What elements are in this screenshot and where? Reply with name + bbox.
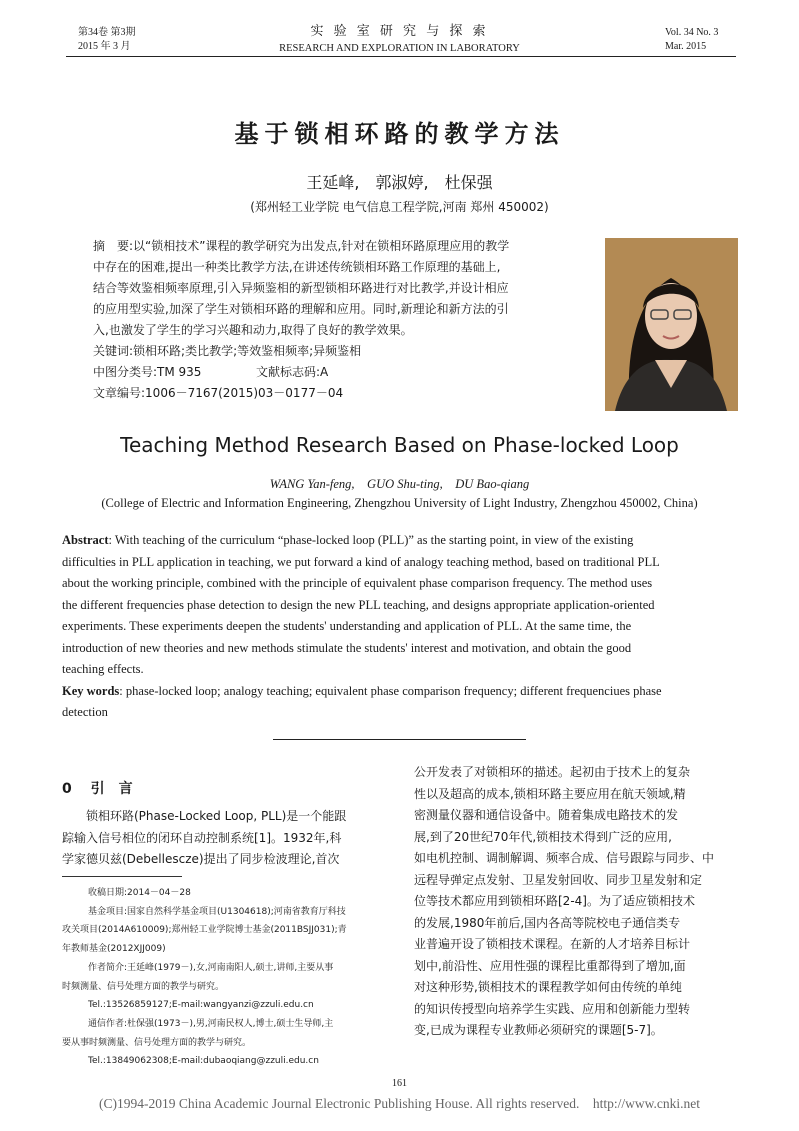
section-rule bbox=[273, 739, 526, 740]
footnote-rule bbox=[62, 876, 182, 877]
footnote-line: Tel.:13526859127;E-mail:wangyanzi@zzuli.edu.cn bbox=[88, 1000, 314, 1011]
footnote-line: 作者简介:王延峰(1979－),女,河南南阳人,硕士,讲师,主要从事 bbox=[88, 962, 334, 973]
footnote-line: 基金项目:国家自然科学基金项目(U1304618);河南省教育厅科技 bbox=[88, 906, 346, 917]
author-photo bbox=[605, 238, 738, 411]
body-line: 变,已成为课程专业教师必须研究的课题[5-7]。 bbox=[414, 1023, 663, 1037]
keywords-en-line: detection bbox=[62, 705, 108, 719]
abstract-en-line: introduction of new theories and new methods stimulate the students' interest and motivation, and obtain the good bbox=[62, 640, 632, 655]
body-line: 公开发表了对锁相环的描述。起初由于技术上的复杂 bbox=[414, 765, 691, 779]
affiliation-cn: (郑州轻工业学院 电气信息工程学院,河南 郑州 450002) bbox=[250, 200, 549, 214]
abstract-cn bbox=[93, 236, 593, 362]
journal-name-en: RESEARCH AND EXPLORATION IN LABORATORY bbox=[279, 43, 520, 54]
abstract-cn-line: 结合等效鉴相频率原理,引入异频鉴相的新型锁相环路进行对比教学,并设计相应 bbox=[93, 281, 509, 295]
abstract-en bbox=[62, 530, 738, 724]
body-right-column bbox=[414, 762, 744, 1042]
abstract-cn-line: 入,也激发了学生的学习兴趣和动力,取得了良好的教学效果。 bbox=[93, 323, 413, 337]
section-heading bbox=[62, 778, 133, 798]
abstract-cn-line: 中存在的困难,提出一种类比教学方法,在讲述传统锁相环路工作原理的基础上, bbox=[93, 260, 501, 274]
clc-number: 中图分类号:TM 935 bbox=[93, 365, 202, 379]
body-line: 的知识传授型向培养学生实践、应用和创新能力型转 bbox=[414, 1001, 691, 1016]
body-line: 锁相环路(Phase-Locked Loop, PLL)是一个能跟 bbox=[62, 809, 347, 823]
journal-vol-en bbox=[665, 26, 718, 54]
paper-title-cn: 基于锁相环路的教学方法 bbox=[234, 120, 565, 148]
abstract-en-line: : With teaching of the curriculum “phase-locked loop (PLL)” as the starting point, in view of the existing bbox=[108, 533, 634, 547]
abstract-en-line: the different frequencies phase detection to design the new PLL teaching, and designs appropriate application-oriented bbox=[62, 597, 655, 612]
keywords-en-label: Key words bbox=[62, 683, 120, 698]
body-line: 学家德贝兹(Debellescze)提出了同步检波理论,首次 bbox=[62, 852, 340, 866]
document-code: 文献标志码:A bbox=[256, 365, 329, 379]
body-line: 对这种形势,锁相技术的课程教学如何由传统的单纯 bbox=[414, 980, 682, 994]
abstract-en-line: teaching effects. bbox=[62, 662, 144, 676]
footnote-line: Tel.:13849062308;E-mail:dubaoqiang@zzuli.edu.cn bbox=[88, 1056, 319, 1067]
footnotes bbox=[62, 884, 388, 1071]
body-left-column bbox=[62, 806, 402, 871]
footnote-line: 时频测量、信号处理方面的教学与研究。 bbox=[62, 981, 225, 992]
abstract-cn-line: 摘 要:以“锁相技术”课程的教学研究为出发点,针对在锁相环路原理应用的教学 bbox=[93, 239, 510, 253]
volume-issue-en: Vol. 34 No. 3 bbox=[665, 27, 719, 38]
header-rule bbox=[66, 56, 736, 57]
body-line: 密测量仪器和通信设备中。随着集成电路技术的发 bbox=[414, 808, 679, 822]
body-line: 性以及超高的成本,锁相环路主要应用在航天领域,精 bbox=[414, 786, 686, 801]
footnote-line: 要从事时频测量、信号处理方面的教学与研究。 bbox=[62, 1037, 252, 1048]
article-number: 文章编号:1006－7167(2015)03－0177－04 bbox=[93, 386, 344, 400]
body-line: 踪输入信号相位的闭环自动控制系统[1]。1932年,科 bbox=[62, 830, 342, 845]
abstract-en-line: difficulties in PLL application in teaching, we put forward a kind of analogy teaching method, based on traditional PLL bbox=[62, 554, 660, 569]
volume-issue-cn: 第34卷 第3期 bbox=[78, 27, 136, 38]
date-en: Mar. 2015 bbox=[665, 41, 707, 52]
keywords-cn: 关键词:锁相环路;类比教学;等效鉴相频率;异频鉴相 bbox=[93, 344, 362, 358]
abstract-cn-line: 的应用型实验,加深了学生对锁相环路的理解和应用。同时,新理论和新方法的引 bbox=[93, 302, 509, 316]
keywords-en-line: : phase-locked loop; analogy teaching; equivalent phase comparison frequency; different frequenciues phase bbox=[119, 683, 662, 698]
page-number: 161 bbox=[392, 1078, 407, 1089]
authors-en: WANG Yan-feng, GUO Shu-ting, DU Bao-qiang bbox=[269, 477, 530, 491]
footnote-line: 通信作者:杜保强(1973－),男,河南民权人,博士,硕士生导师,主 bbox=[88, 1018, 334, 1029]
abstract-en-line: experiments. These experiments deepen the students' understanding and application of PLL. At the same time, the bbox=[62, 619, 632, 633]
body-line: 展,到了20世纪70年代,锁相技术得到广泛的应用, bbox=[414, 829, 672, 844]
body-line: 如电机控制、调制解调、频率合成、信号跟踪与同步、中 bbox=[414, 851, 715, 865]
footnote-line: 攻关项目(2014A610009);郑州轻工业学院博士基金(2011BSJJ031);青 bbox=[62, 925, 347, 936]
affiliation-en: (College of Electric and Information Engineering, Zhengzhou University of Light Industry, Zhengzhou 450002, China) bbox=[101, 496, 698, 510]
authors-cn: 王延峰, 郭淑婷, 杜保强 bbox=[306, 173, 493, 192]
body-line: 划中,前沿性、应用性强的课程比重都得到了增加,面 bbox=[414, 958, 686, 973]
body-line: 位等技术都应用到锁相环路[2-4]。为了适应锁相技术 bbox=[414, 894, 695, 908]
abstract-en-label: Abstract bbox=[62, 533, 109, 547]
section-title: 引 言 bbox=[90, 781, 133, 797]
paper-title-en: Teaching Method Research Based on Phase-locked Loop bbox=[120, 433, 679, 457]
body-line: 远程导弹定点发射、卫星发射回收、同步卫星发射和定 bbox=[414, 872, 703, 887]
section-number: 0 bbox=[62, 781, 72, 797]
abstract-en-line: about the working principle, combined with the principle of equivalent phase comparison frequency. The method uses bbox=[62, 576, 653, 590]
body-line: 的发展,1980年前后,国内各高等院校电子通信类专 bbox=[414, 915, 681, 930]
date-cn: 2015 年 3 月 bbox=[78, 41, 131, 52]
journal-name-cn: 实 验 室 研 究 与 探 索 bbox=[310, 24, 489, 39]
footnote-line: 年教师基金(2012XJJ009) bbox=[62, 944, 166, 955]
copyright-footer: (C)1994-2019 China Academic Journal Electronic Publishing House. All rights reserved. http://www.cnki.net bbox=[99, 1096, 700, 1111]
body-line: 业普遍开设了锁相技术课程。在新的人才培养目标计 bbox=[414, 937, 691, 951]
footnote-line: 收稿日期:2014－04－28 bbox=[88, 888, 191, 898]
